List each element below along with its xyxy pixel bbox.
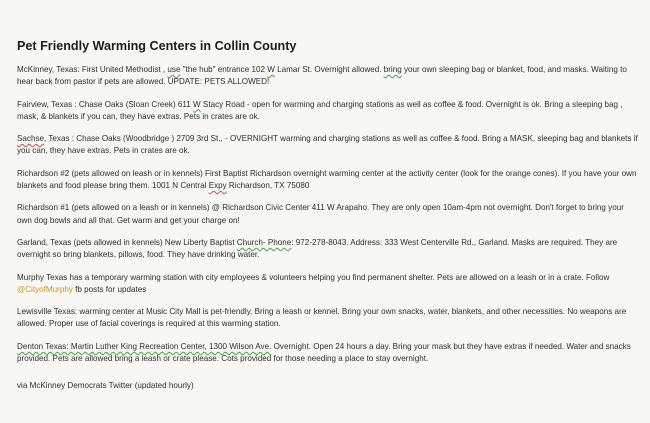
grammar-flagged-text: Church- Phone: [236, 237, 292, 247]
document-body: [17, 38, 639, 392]
page-title: Pet Friendly Warming Centers in Collin County: [17, 39, 297, 53]
entry-mckinney: [17, 64, 639, 88]
entry-garland: [17, 237, 639, 261]
grammar-flagged-text: use: [167, 65, 181, 74]
entry-text: Richardson #2 (pets allowed on leash or in kennels) First Baptist Richardson overnight warming center at the activity center (look for the orange cones). If you have your own blankets and food please bring them. 1001 N Central: [17, 168, 637, 190]
entry-lewisville: [17, 306, 639, 330]
entry-text: McKinney, Texas: First United Methodist ,: [17, 65, 168, 74]
entry-richardson-1: [17, 202, 639, 226]
entry-text: fb posts for updates: [72, 284, 147, 294]
entry-text: Stacy Road - open for warming and charging stations as well as coffee & food. Overnight is ok. Bring a sleeping bag , mask, & blankets if you can, they have extras. Pets in crates are ok.: [17, 99, 623, 121]
spelling-flagged-text: Sachse: [17, 134, 44, 144]
entry-text: , Texas : Chase Oaks (Woodbridge ) 2709 3rd St., - OVERNIGHT warming and charging stations as well as coffee & food. Bring a MASK, sleeping bag and blankets if you can, they have extras. Pets in crates are ok.: [17, 134, 638, 156]
entry-text: Murphy Texas has a temporary warming station with city employees & volunteers helping you find permanent shelter. Pets are allowed on a leash or in a crate. Follow: [17, 272, 610, 282]
entry-denton: [17, 341, 639, 365]
grammar-flagged-text: W: [193, 99, 201, 109]
entry-text: Garland, Texas (pets allowed in kennels) New Liberty Baptist: [17, 237, 237, 247]
entry-text: Richardson, TX 75080: [226, 180, 310, 190]
entry-text: Fairview, Texas : Chase Oaks (Sloan Creek) 611: [17, 99, 194, 109]
entry-text: "the hub" entrance 102: [180, 65, 268, 74]
entry-text: Lewisville Texas: warming center at Music City Mall is pet-friendly. Bring a leash or kennel. Bring your own snacks, water, blankets, and other necessities. No weapons are allowed. Proper use of facial coverings is required at this warming station.: [17, 307, 627, 329]
entry-fairview: [17, 99, 639, 123]
entry-text: : 972-278-8043. Address: 333 West Centerville Rd., Garland. Masks are required. They are overnight so bring blankets, pillows, food. They have drinking water.: [17, 237, 618, 260]
entry-text: Lamar St. Overnight allowed.: [274, 65, 384, 74]
entry-sachse: [17, 133, 639, 157]
entry-richardson-2: [17, 168, 639, 192]
entry-text: Richardson #1 (pets allowed on a leash or in kennels) @ Richardson Civic Center 411 W Arapaho. They are only open 10am-4pm not overnight. Don't forget to bring your own dog bowls and all that. Get warm and get your charge on!: [17, 203, 624, 225]
entry-text: your own sleeping bag or blanket, food, and masks. Waiting to hear back from pastor if pets are allowed. UPDATE: PETS ALLOWED!: [17, 65, 627, 87]
source-footer: via McKinney Democrats Twitter (updated hourly): [17, 381, 194, 391]
mention-link[interactable]: @CityofMurphy: [17, 284, 73, 294]
entry-text: Overnight. Open 24 hours a day. Bring your mask but they have extras if needed. Water and snacks provided. Pets are allowed bring a leash or crate please. Cots provided for those needing a place to stay overnight.: [17, 341, 631, 363]
grammar-flagged-text: bring: [383, 65, 402, 74]
grammar-flagged-text: W: [267, 65, 275, 74]
grammar-flagged-text: Denton Texas: Martin Luther King Recreation Center, 1300 Wilson Ave.: [17, 341, 272, 351]
entry-murphy: [17, 272, 639, 296]
spelling-flagged-text: Expy: [208, 180, 227, 190]
